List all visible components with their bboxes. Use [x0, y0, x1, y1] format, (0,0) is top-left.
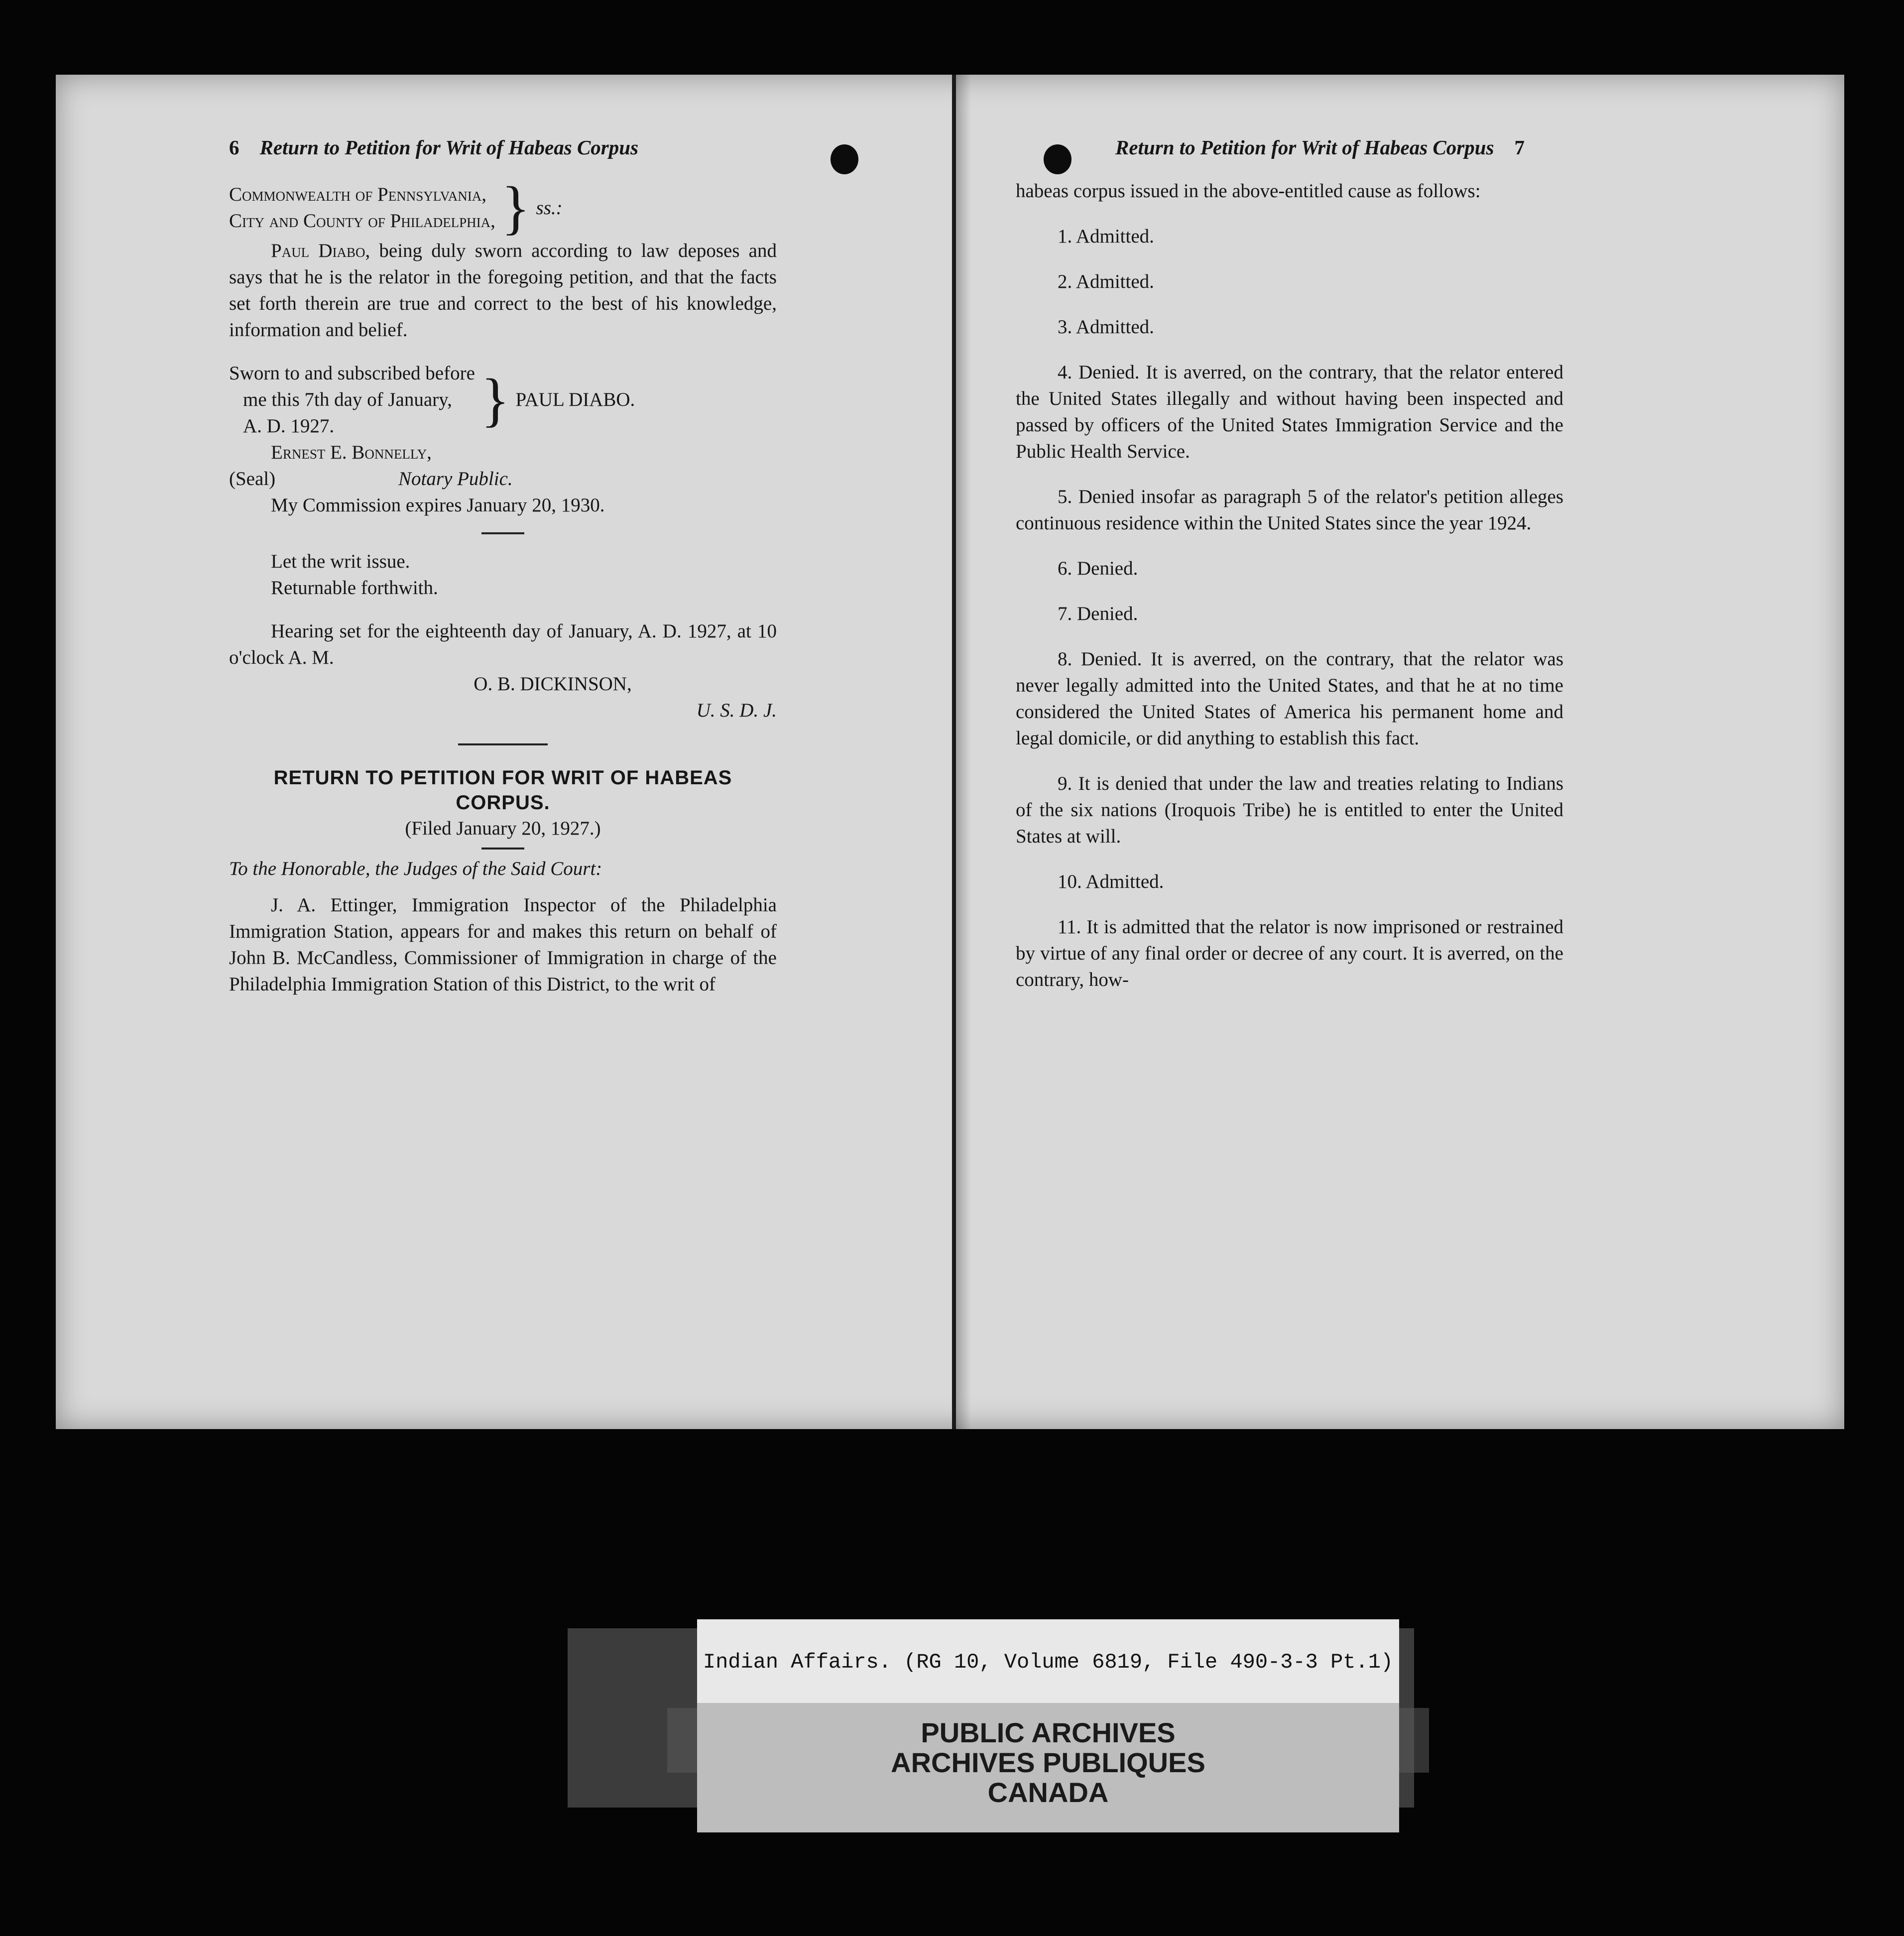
return-title: RETURN TO PETITION FOR WRIT OF HABEAS CORPUS. [273, 767, 732, 814]
filed-date: (Filed January 20, 1927.) [405, 818, 601, 839]
page-fold [952, 75, 956, 1429]
punch-hole-left [831, 144, 858, 174]
order-line-2: Returnable forthwith. [271, 577, 438, 599]
stamp-line-2: ARCHIVES PUBLIQUES [891, 1747, 1205, 1778]
archive-reference: Indian Affairs. (RG 10, Volume 6819, File 490-3-3 Pt.1) [703, 1650, 1394, 1674]
item-3: 3. Admitted. [1058, 316, 1154, 338]
divider [481, 532, 524, 534]
item-5: 5. Denied insofar as paragraph 5 of the relator's petition alleges continuous residence within the United States since the year 1924. [1016, 486, 1563, 534]
affiant-signature: PAUL DIABO. [515, 389, 635, 410]
affidavit-text: being duly sworn according to law deposes and says that he is the relator in the foregoing petition, and that the facts set forth therein are true and correct to the best of his knowledge, information and belief. [229, 240, 777, 341]
fold-shadow [956, 75, 971, 1429]
item-6: 6. Denied. [1058, 558, 1138, 579]
right-page [1016, 134, 1563, 993]
notary-title: Notary Public. [398, 468, 513, 489]
jurat-line-2: me this 7th day of January, [243, 389, 452, 410]
venue-line-2: City and County of Philadelphia, [229, 210, 495, 232]
affidavit-paragraph [229, 238, 777, 343]
commission-expiry: My Commission expires January 20, 1930. [271, 494, 605, 516]
item-2: 2. Admitted. [1058, 271, 1154, 292]
judge-name: O. B. DICKINSON, [474, 673, 632, 695]
page-number: 7 [1514, 136, 1525, 159]
jurat-block [229, 360, 777, 439]
notary-seal-row [229, 466, 777, 492]
notary-name: Ernest E. Bonnelly, [271, 442, 432, 463]
running-head-right [1016, 134, 1563, 161]
judge-title: U. S. D. J. [696, 700, 777, 721]
jurat-line-3: A. D. 1927. [243, 415, 335, 437]
left-page [229, 134, 777, 997]
stamp-line-1: PUBLIC ARCHIVES [921, 1717, 1176, 1748]
item-11: 11. It is admitted that the relator is now imprisoned or restrained by virtue of any final order or decree of any court. It is averred, on the contrary, how- [1016, 916, 1563, 990]
item-8: 8. Denied. It is averred, on the contrary, that the relator was never legally admitted into the United States, and that he at no time considered the United States of America his permanent home and legal domicile, or did anything to establish this fact. [1016, 648, 1563, 749]
running-head-left [229, 134, 777, 161]
return-body: J. A. Ettinger, Immigration Inspector of the Philadelphia Immigration Station, appears for and makes this return on behalf of John B. McCandless, Commissioner of Immigration in charge of the Philadelphia Immigration Station of this District, to the writ of [229, 894, 777, 995]
brace: } [480, 366, 510, 433]
item-1: 1. Admitted. [1058, 226, 1154, 247]
item-10: 10. Admitted. [1058, 871, 1164, 892]
intro-text: habeas corpus issued in the above-entitled cause as follows: [1016, 180, 1481, 202]
seal-label: (Seal) [229, 468, 276, 489]
stamp-line-3: CANADA [987, 1777, 1109, 1808]
item-9: 9. It is denied that under the law and treaties relating to Indians of the six nations (Iroquois Tribe) he is entitled to enter the United States at will. [1016, 773, 1563, 847]
divider [481, 847, 524, 849]
archive-reference-label [697, 1619, 1399, 1705]
notary-block [229, 439, 777, 518]
page-number: 6 [229, 136, 239, 159]
order-line-1: Let the writ issue. [271, 551, 410, 572]
archives-stamp [697, 1703, 1399, 1832]
item-7: 7. Denied. [1058, 603, 1138, 624]
divider [458, 743, 548, 745]
item-4: 4. Denied. It is averred, on the contrary, that the relator entered the United States illegally and without having been inspected and passed by officers of the United States Immigration Service and the Public Health Service. [1016, 362, 1563, 462]
court-address: To the Honorable, the Judges of the Said Court: [229, 858, 602, 879]
running-title: Return to Petition for Writ of Habeas Corpus [1115, 136, 1494, 159]
running-title: Return to Petition for Writ of Habeas Corpus [259, 136, 639, 159]
order-block [229, 548, 777, 601]
hearing-text: Hearing set for the eighteenth day of January, A. D. 1927, at 10 o'clock A. M. [229, 620, 777, 668]
brace: } [501, 174, 530, 241]
jurat-line-1: Sworn to and subscribed before [229, 363, 475, 384]
ss-label: ss.: [536, 197, 563, 219]
venue-line-1: Commonwealth of Pennsylvania, [229, 184, 486, 205]
affiant-name: Paul Diabo, [271, 240, 370, 261]
venue-block [229, 174, 777, 241]
